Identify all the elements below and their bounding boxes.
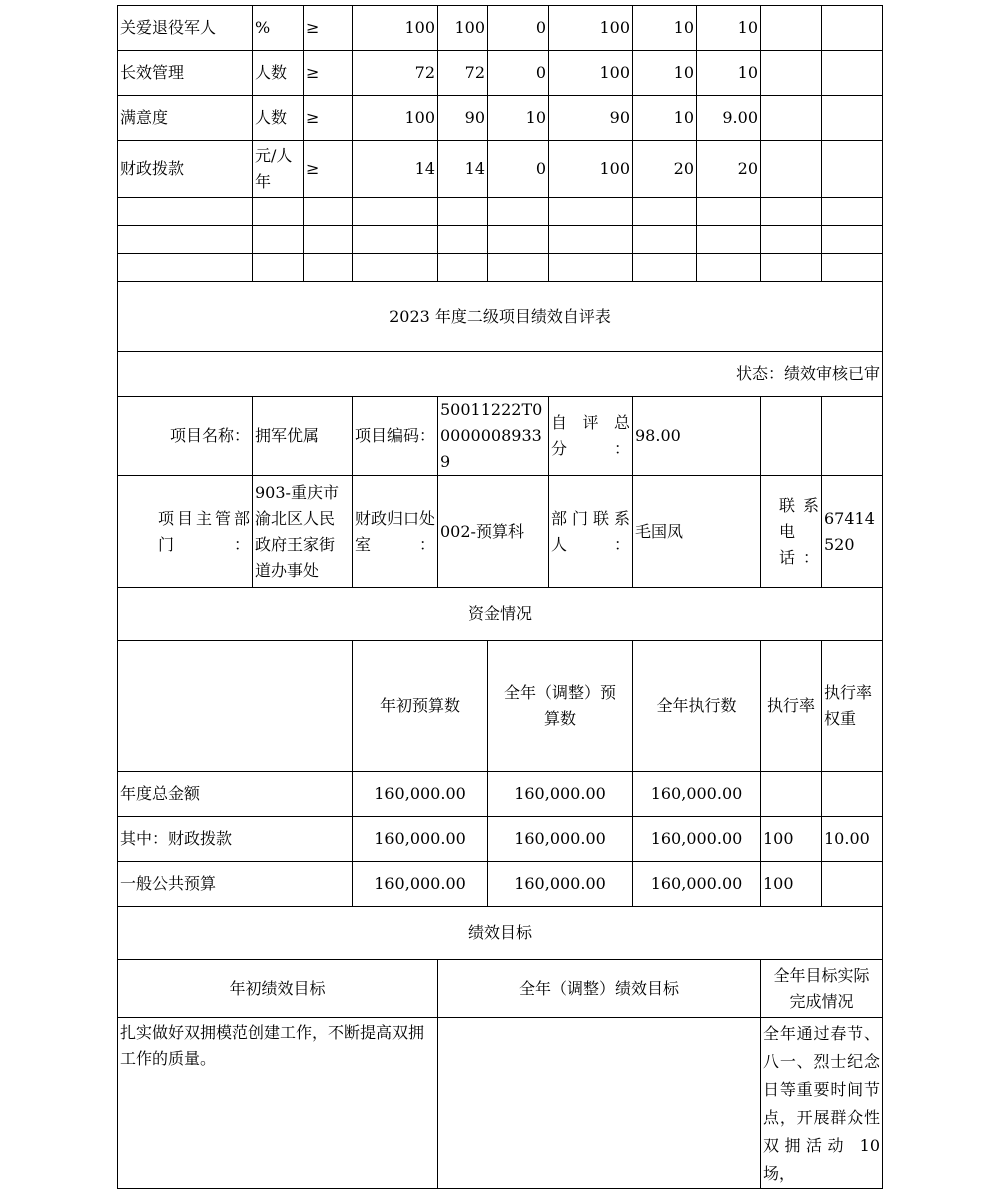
- table-row: [118, 96, 883, 141]
- goals-header: 年初绩效目标: [118, 960, 438, 1018]
- funds-header-row: [118, 641, 883, 772]
- funds-budget: 160,000.00: [353, 817, 488, 862]
- funds-adjusted: 160,000.00: [488, 817, 633, 862]
- indicator-value: 10: [697, 51, 761, 96]
- funds-adjusted: 160,000.00: [488, 862, 633, 907]
- indicator-operator: ≥: [304, 96, 353, 141]
- self-score-label: 自评总分：: [549, 397, 633, 476]
- indicator-value: 72: [353, 51, 438, 96]
- indicator-value: 10: [697, 6, 761, 51]
- indicator-value: 100: [549, 141, 633, 198]
- table-row: [118, 862, 883, 907]
- empty-cell: [761, 141, 822, 198]
- goals-section-title: 绩效目标: [118, 907, 883, 960]
- indicator-unit: 元/人年: [253, 141, 304, 198]
- empty-cell: [761, 96, 822, 141]
- funds-rate: [761, 772, 822, 817]
- empty-cell: [761, 6, 822, 51]
- indicator-name: 财政拨款: [118, 141, 253, 198]
- status-text: 状态：绩效审核已审: [118, 352, 883, 397]
- indicator-value: 100: [353, 96, 438, 141]
- empty-row: [118, 254, 883, 282]
- table-row: [118, 6, 883, 51]
- empty-cell: [822, 141, 883, 198]
- funds-executed: 160,000.00: [633, 862, 761, 907]
- funds-header: 执行率权重: [822, 641, 883, 772]
- funds-header: 全年（调整）预算数: [488, 641, 633, 772]
- funds-section-title: 资金情况: [118, 588, 883, 641]
- funds-executed: 160,000.00: [633, 772, 761, 817]
- indicator-value: 9.00: [697, 96, 761, 141]
- funds-weight: [822, 862, 883, 907]
- project-name-value: 拥军优属: [253, 397, 353, 476]
- table-row: [118, 141, 883, 198]
- goals-header-row: [118, 960, 883, 1018]
- funds-header: 执行率: [761, 641, 822, 772]
- indicator-value: 72: [438, 51, 488, 96]
- goals-header: 全年目标实际完成情况: [761, 960, 883, 1018]
- indicator-operator: ≥: [304, 6, 353, 51]
- finance-office-label: 财政归口处室：: [353, 476, 438, 588]
- indicator-unit: %: [253, 6, 304, 51]
- form-title: 2023 年度二级项目绩效自评表: [118, 282, 883, 352]
- indicator-value: 10: [488, 96, 549, 141]
- indicator-value: 100: [549, 51, 633, 96]
- finance-office-value: 002-预算科: [438, 476, 549, 588]
- indicator-operator: ≥: [304, 51, 353, 96]
- table-row: [118, 817, 883, 862]
- indicator-unit: 人数: [253, 96, 304, 141]
- indicator-value: 0: [488, 141, 549, 198]
- funds-row-label: 年度总金额: [118, 772, 353, 817]
- funds-header: 年初预算数: [353, 641, 488, 772]
- indicator-name: 长效管理: [118, 51, 253, 96]
- project-info-row: [118, 397, 883, 476]
- funds-row-label: 一般公共预算: [118, 862, 353, 907]
- project-code-value: 50011222T000000089339: [438, 397, 549, 476]
- indicator-value: 10: [633, 96, 697, 141]
- indicator-value: 14: [438, 141, 488, 198]
- indicator-value: 10: [633, 51, 697, 96]
- funds-rate: 100: [761, 862, 822, 907]
- indicator-value: 20: [697, 141, 761, 198]
- empty-cell: [822, 51, 883, 96]
- funds-rate: 100: [761, 817, 822, 862]
- empty-cell: [118, 641, 353, 772]
- indicator-name: 关爱退役军人: [118, 6, 253, 51]
- indicator-value: 0: [488, 51, 549, 96]
- project-name-label: 项目名称：: [118, 397, 253, 476]
- table-row: [118, 51, 883, 96]
- performance-self-evaluation-table: [117, 5, 883, 1189]
- dept-label: 项目主管部门：: [118, 476, 253, 588]
- indicator-operator: ≥: [304, 141, 353, 198]
- project-info-row: [118, 476, 883, 588]
- table-row: [118, 772, 883, 817]
- contact-value: 毛国凤: [633, 476, 761, 588]
- indicator-value: 20: [633, 141, 697, 198]
- phone-value: 67414520: [822, 476, 883, 588]
- phone-label: 联系电话：: [761, 476, 822, 588]
- indicator-value: 100: [438, 6, 488, 51]
- empty-row: [118, 226, 883, 254]
- actual-completion-text: 全年通过春节、八一、烈士纪念日等重要时间节点，开展群众性双拥活动 10 场，: [761, 1018, 883, 1189]
- funds-header: 全年执行数: [633, 641, 761, 772]
- empty-cell: [822, 6, 883, 51]
- empty-cell: [822, 96, 883, 141]
- self-score-value: 98.00: [633, 397, 761, 476]
- indicator-value: 90: [549, 96, 633, 141]
- indicator-value: 100: [549, 6, 633, 51]
- empty-cell: [822, 397, 883, 476]
- indicator-value: 100: [353, 6, 438, 51]
- indicator-value: 10: [633, 6, 697, 51]
- indicator-value: 90: [438, 96, 488, 141]
- initial-goal-text: 扎实做好双拥模范创建工作，不断提高双拥工作的质量。: [118, 1018, 438, 1189]
- funds-weight: 10.00: [822, 817, 883, 862]
- dept-value: 903-重庆市渝北区人民政府王家街道办事处: [253, 476, 353, 588]
- indicator-unit: 人数: [253, 51, 304, 96]
- goals-header: 全年（调整）绩效目标: [438, 960, 761, 1018]
- funds-weight: [822, 772, 883, 817]
- empty-row: [118, 198, 883, 226]
- adjusted-goal-text: [438, 1018, 761, 1189]
- funds-row-label: 其中：财政拨款: [118, 817, 353, 862]
- funds-executed: 160,000.00: [633, 817, 761, 862]
- funds-budget: 160,000.00: [353, 862, 488, 907]
- goals-content-row: [118, 1018, 883, 1189]
- funds-adjusted: 160,000.00: [488, 772, 633, 817]
- indicator-value: 0: [488, 6, 549, 51]
- project-code-label: 项目编码：: [353, 397, 438, 476]
- funds-budget: 160,000.00: [353, 772, 488, 817]
- contact-label: 部门联系人：: [549, 476, 633, 588]
- indicator-value: 14: [353, 141, 438, 198]
- empty-cell: [761, 51, 822, 96]
- empty-cell: [761, 397, 822, 476]
- indicator-name: 满意度: [118, 96, 253, 141]
